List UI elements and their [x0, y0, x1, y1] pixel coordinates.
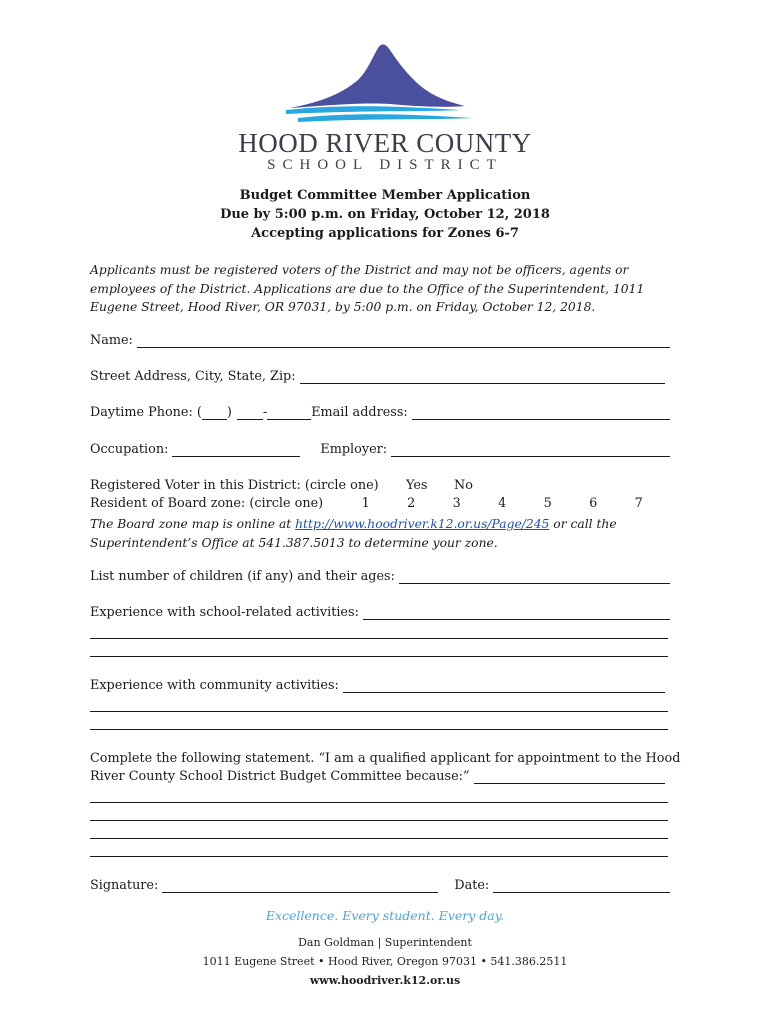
zone-note-text-before: The Board zone map is online at: [90, 517, 296, 531]
children-field[interactable]: [399, 569, 670, 584]
district-address: 1011 Eugene Street • Hood River, Oregon 97031 • 541.386.2511: [202, 955, 568, 968]
name-row: [90, 333, 670, 348]
org-subtitle: SCHOOL DISTRICT: [267, 157, 503, 173]
statement-line-3[interactable]: [90, 802, 668, 803]
school-experience-line-3[interactable]: [90, 656, 668, 657]
school-experience-line-2[interactable]: [90, 638, 668, 639]
superintendent-name: Dan Goldman | Superintendent: [298, 936, 472, 949]
school-experience-label: Experience with school-related activities:: [90, 605, 359, 620]
registered-voter-label: Registered Voter in this District: (circle one): [90, 478, 379, 493]
statement-text-2: River County School District Budget Committee because:”: [90, 769, 470, 784]
zone-option-1[interactable]: 1: [361, 496, 370, 511]
district-website[interactable]: www.hoodriver.k12.or.us: [309, 974, 461, 987]
phone-number-field[interactable]: [267, 405, 311, 420]
occupation-employer-row: [90, 442, 670, 457]
community-experience-line-3[interactable]: [90, 729, 668, 730]
name-field[interactable]: [137, 333, 670, 348]
zone-option-7[interactable]: 7: [634, 496, 643, 511]
school-experience-row: [90, 605, 670, 620]
intro-paragraph: Applicants must be registered voters of the District and may not be officers, agents or employees of the District. Applications are due to the Office of the Superintendent, 1011 Eugene Street, Hood River, OR 97031, by 5:00 p.m. on Friday, October 12, 2018.: [90, 263, 645, 314]
water-swoosh-1: [286, 106, 460, 114]
zones-accepted: Accepting applications for Zones 6-7: [251, 226, 519, 241]
address-label: Street Address, City, State, Zip:: [90, 369, 296, 384]
address-row: [90, 369, 665, 384]
community-experience-label: Experience with community activities:: [90, 678, 339, 693]
zone-option-6[interactable]: 6: [589, 496, 598, 511]
org-name: HOOD RIVER COUNTY: [238, 128, 532, 158]
registered-voter-row: [90, 478, 670, 493]
community-experience-line-2[interactable]: [90, 711, 668, 712]
email-field[interactable]: [412, 405, 670, 420]
children-row: [90, 569, 670, 584]
zone-option-2[interactable]: 2: [407, 496, 416, 511]
voter-no-option[interactable]: No: [454, 478, 473, 493]
voter-yes-option[interactable]: Yes: [406, 478, 428, 493]
statement-text-1: Complete the following statement. “I am a qualified applicant for appointment to the Hood: [90, 751, 681, 766]
name-label: Name:: [90, 333, 133, 348]
board-zone-label: Resident of Board zone: (circle one): [90, 496, 324, 511]
statement-line-1: [90, 751, 680, 766]
zone-option-3[interactable]: 3: [452, 496, 461, 511]
community-experience-field[interactable]: [343, 678, 665, 693]
phone-prefix-field[interactable]: [237, 405, 263, 420]
signature-label: Signature:: [90, 878, 159, 893]
board-zone-row: [90, 496, 670, 511]
mountain-shape: [290, 44, 465, 108]
community-experience-row: [90, 678, 665, 693]
date-field[interactable]: [493, 878, 670, 893]
district-logo: [280, 40, 510, 125]
zone-note-text-after: or call the: [549, 517, 617, 531]
phone-dash: -: [262, 405, 268, 420]
zone-option-4[interactable]: 4: [498, 496, 507, 511]
date-label: Date:: [454, 878, 490, 893]
phone-email-row: [90, 405, 670, 420]
due-date: Due by 5:00 p.m. on Friday, October 12, 2018: [220, 207, 550, 222]
phone-label: Daytime Phone: (: [90, 405, 202, 420]
signature-date-row: [90, 878, 670, 893]
zone-map-note: [90, 515, 680, 552]
statement-line-2: [90, 769, 665, 784]
water-swoosh-2: [298, 114, 472, 122]
statement-line-5[interactable]: [90, 838, 668, 839]
zone-note-line2: Superintendent’s Office at 541.387.5013 to determine your zone.: [90, 535, 498, 550]
form-title: Budget Committee Member Application: [239, 188, 531, 203]
address-field[interactable]: [300, 369, 665, 384]
statement-line-6[interactable]: [90, 856, 668, 857]
phone-area-code-field[interactable]: [202, 405, 227, 420]
phone-close-paren: ): [226, 405, 232, 420]
district-motto: Excellence. Every student. Every day.: [265, 908, 505, 923]
zone-map-link[interactable]: http://www.hoodriver.k12.or.us/Page/245: [295, 517, 550, 531]
occupation-label: Occupation:: [90, 442, 169, 457]
children-label: List number of children (if any) and their ages:: [90, 569, 395, 584]
occupation-field[interactable]: [172, 442, 300, 457]
statement-line-4[interactable]: [90, 820, 668, 821]
employer-field[interactable]: [391, 442, 670, 457]
employer-label: Employer:: [320, 442, 388, 457]
statement-field[interactable]: [474, 769, 666, 784]
zone-option-5[interactable]: 5: [543, 496, 552, 511]
school-experience-field[interactable]: [363, 605, 670, 620]
email-label: Email address:: [311, 405, 408, 420]
signature-field[interactable]: [162, 878, 438, 893]
